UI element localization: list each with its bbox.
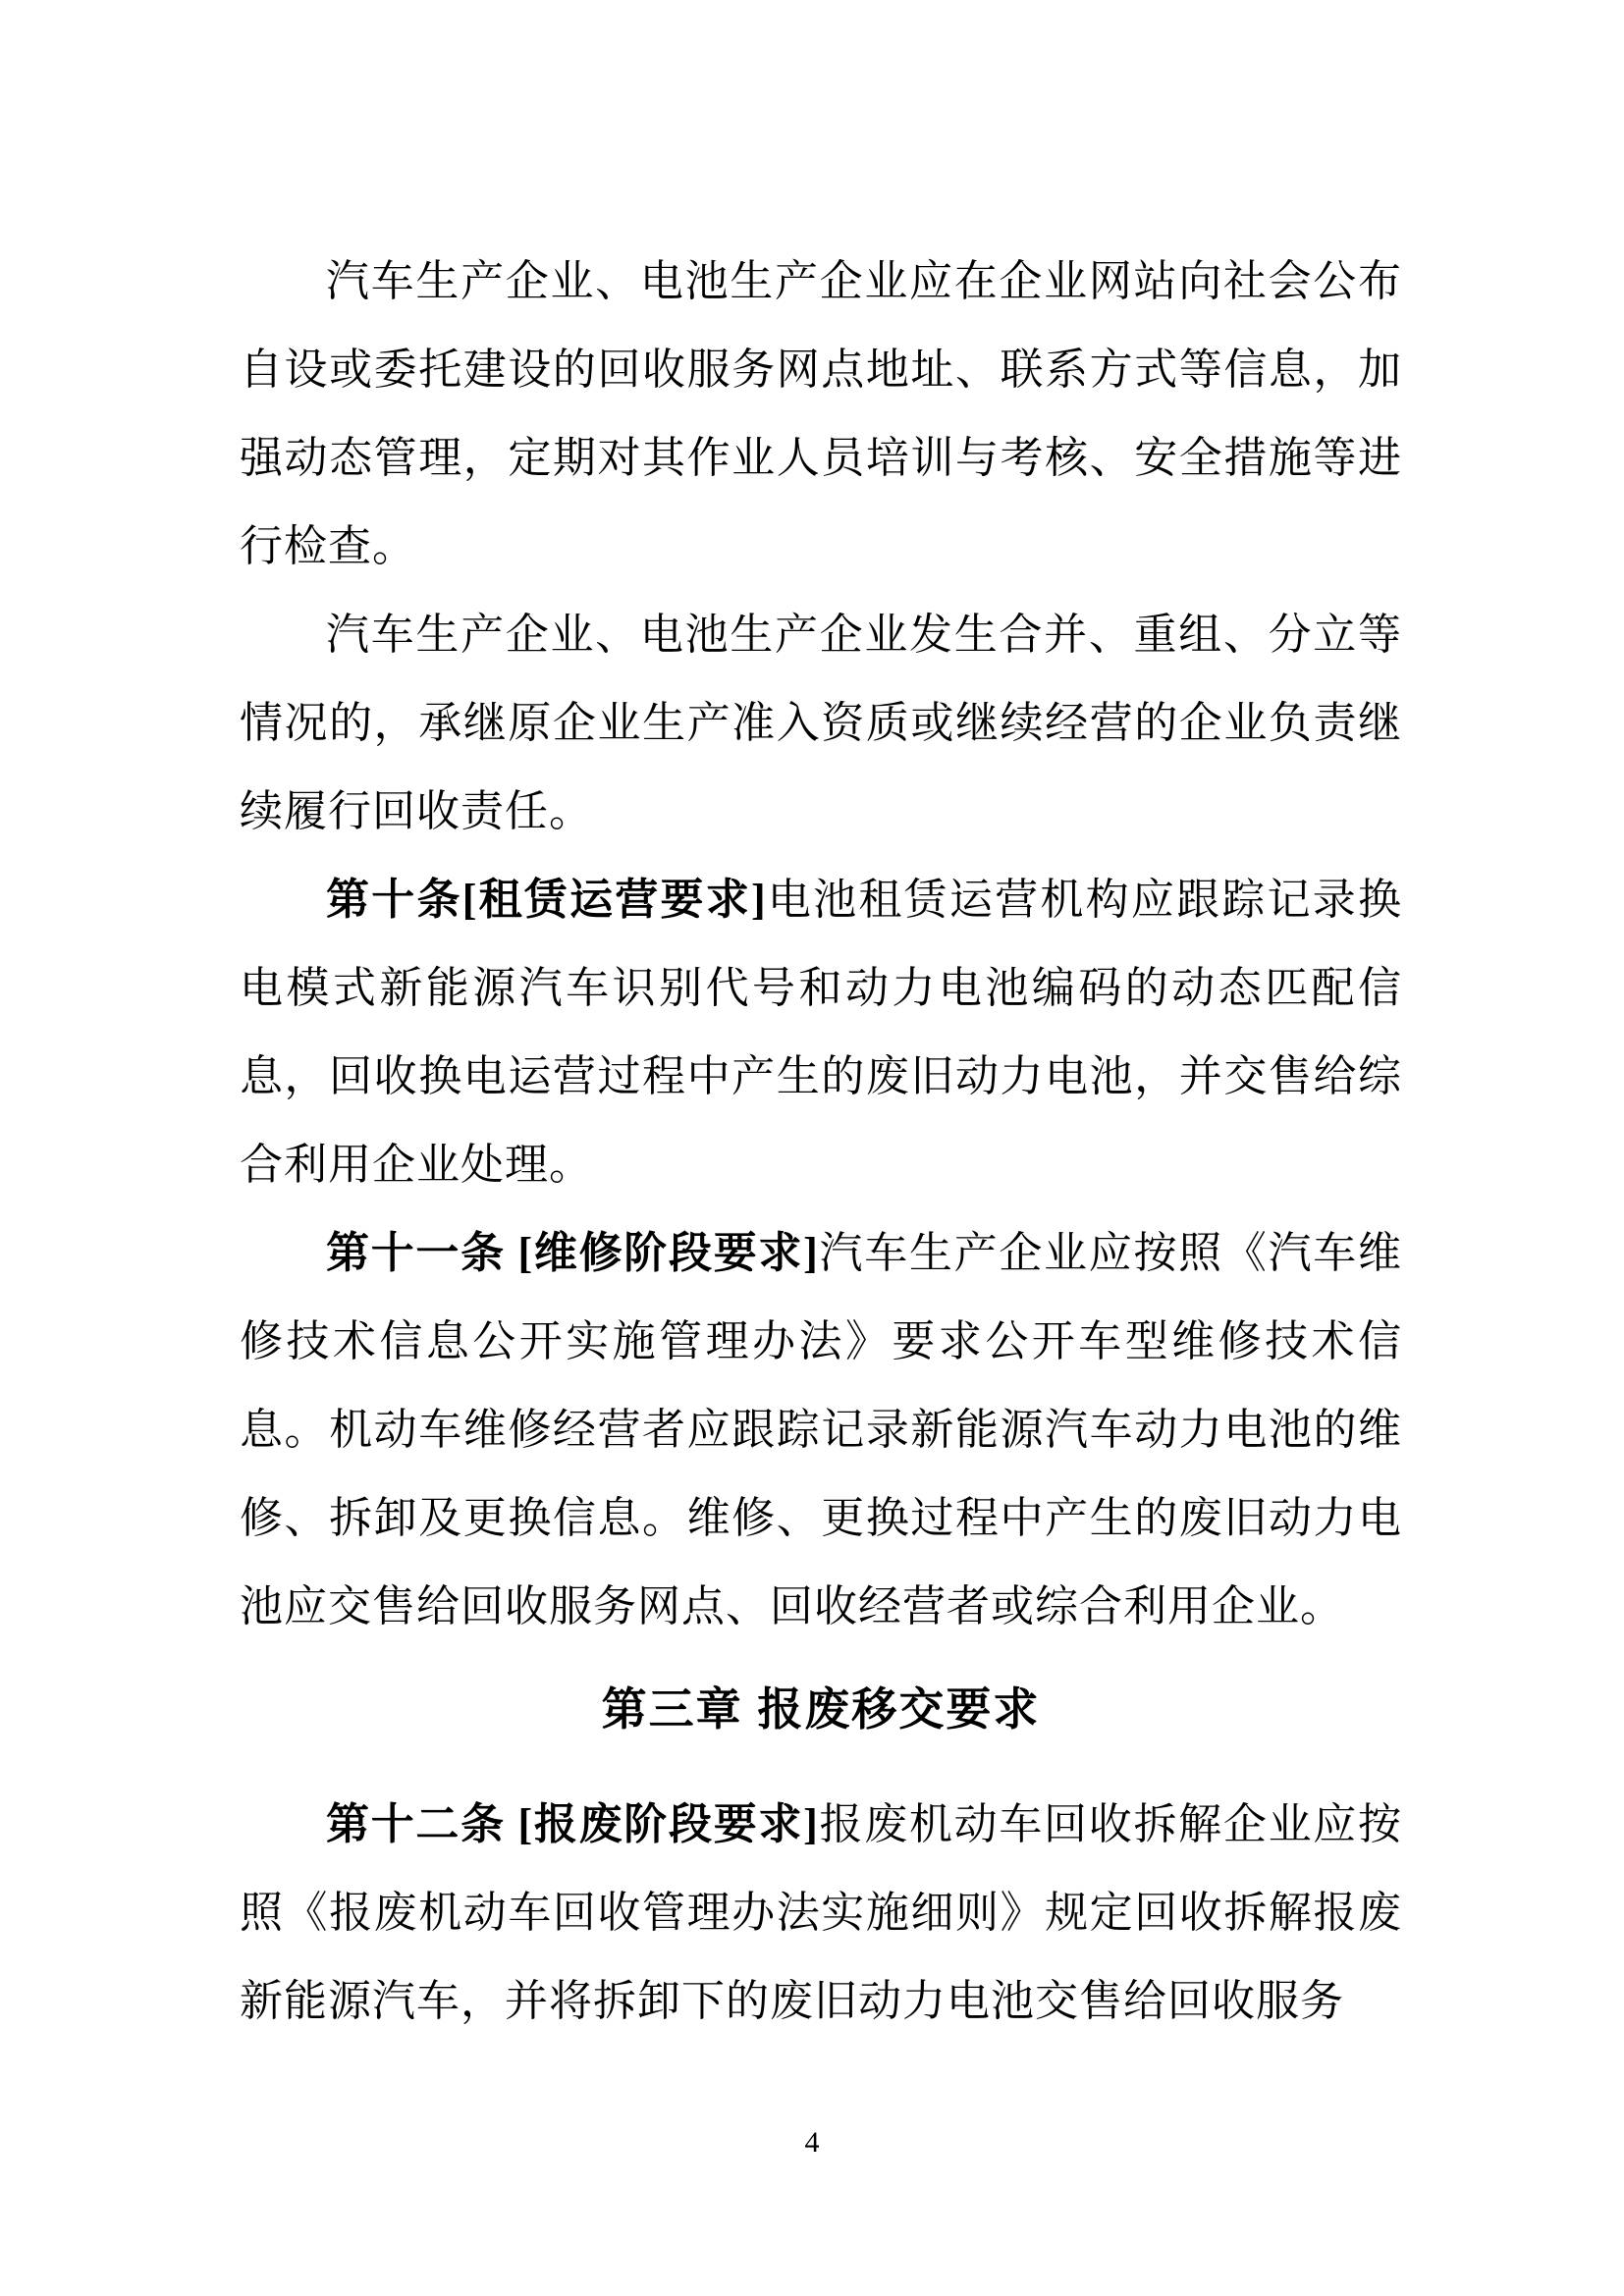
paragraph-text: 报废机动车回收拆解企业应按照《报废机动车回收管理办法实施细则》规定回收拆解报废新能源汽车，并将拆卸下的废旧动力电池交售给回收服务 (240, 1800, 1402, 2025)
chapter-heading: 第三章 报废移交要求 (601, 1683, 1041, 1735)
paragraph-text: 汽车生产企业应按照《汽车维修技术信息公开实施管理办法》要求公开车型维修技术信息。机动车维修经营者应跟踪记录新能源汽车动力电池的维修、拆卸及更换信息。维修、更换过程中产生的废旧动力电池应交售给回收服务网点、回收经营者或综合利用企业。 (240, 1229, 1402, 1630)
paragraph-recycling-network-publication (240, 238, 1402, 591)
article-10-bold-lead: 第十条[租赁运营要求] (326, 876, 767, 924)
document-body (240, 238, 1402, 2046)
paragraph-text: 电池租赁运营机构应跟踪记录换电模式新能源汽车识别代号和动力电池编码的动态匹配信息，回收换电运营过程中产生的废旧动力电池，并交售给综合利用企业处理。 (240, 876, 1403, 1189)
page-number: 4 (804, 2126, 820, 2159)
article-12-bold-lead: 第十二条 [报废阶段要求] (326, 1800, 819, 1848)
paragraph-text: 汽车生产企业、电池生产企业发生合并、重组、分立等情况的，承继原企业生产准入资质或继续经营的企业负责继续履行回收责任。 (240, 611, 1402, 835)
article-11-bold-lead: 第十一条 [维修阶段要求] (326, 1229, 819, 1277)
paragraph-article-12-scrapping-stage (240, 1781, 1402, 2046)
paragraph-text: 汽车生产企业、电池生产企业应在企业网站向社会公布自设或委托建设的回收服务网点地址、联系方式等信息，加强动态管理，定期对其作业人员培训与考核、安全措施等进行检查。 (240, 257, 1402, 570)
paragraph-article-11-maintenance-stage (240, 1209, 1402, 1651)
paragraph-merger-succession (240, 591, 1402, 856)
paragraph-article-10-leasing-operation (240, 856, 1402, 1209)
